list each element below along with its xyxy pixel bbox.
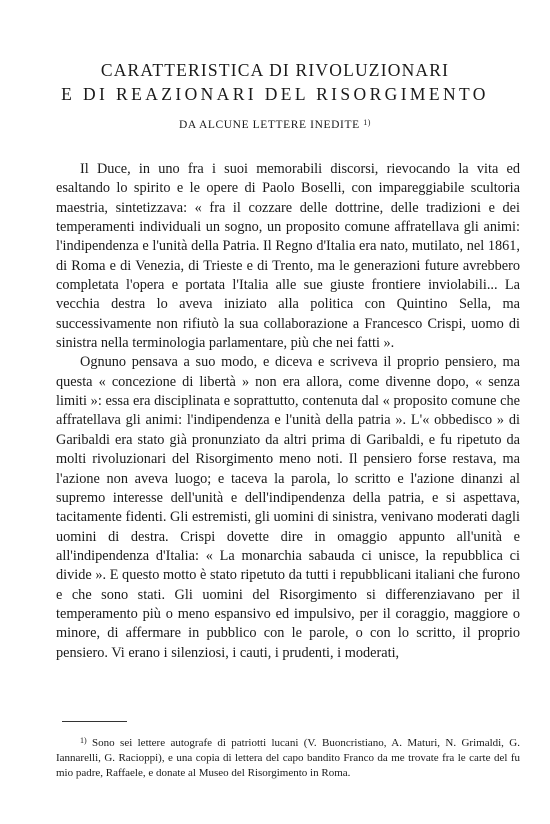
footnote-text: Sono sei lettere autografe di patriotti lucani (V. Buoncristiano, A. Maturi, N. Grimaldi, G. Iannarelli, G. Racioppi), e una copia di lettera del capo bandito Franco da me trovate fra le carte del fu mio padre, Raffaele, e donate al Museo del Risorgimento in Roma.	[56, 737, 520, 779]
title-line-1: CARATTERISTICA DI RIVOLUZIONARI	[100, 60, 450, 80]
paragraph-1: Il Duce, in uno fra i suoi memorabili discorsi, rievocando la vita ed esaltando lo spirito e le opere di Paolo Boselli, con impareggiabile scultoria maestria, sintetizzava: « fra il cozzare delle dottrine, delle tradizioni e dei temperamenti individuali un sogno, un proposito comune affratellava gli animi: l'indipendenza e l'unità della Patria. Il Regno d'Italia era nato, mutilato, nel 1861, di Roma e di Venezia, di Trieste e di Trento, ma le generazioni future avrebbero completata l'opera e portata l'Italia alle sue giuste frontiere inviolabili... La vecchia destra lo aveva iniziato alla politica con Quintino Sella, ma successivamente non rifiutò la sua collaborazione a Francesco Crispi, uomo di sinistra nella terminologia parlamentare, più che nei fatti ».	[56, 161, 520, 352]
title-line-2: E DI REAZIONARI DEL RISORGIMENTO	[61, 84, 489, 104]
footnote	[56, 733, 520, 781]
footnote-rule	[62, 721, 127, 722]
subtitle	[0, 118, 550, 131]
footnote-marker: 1)	[80, 736, 87, 745]
subtitle-text: DA ALCUNE LETTERE INEDITE	[178, 119, 360, 131]
subtitle-footnote-marker: 1)	[363, 118, 372, 127]
paragraph-2: Ognuno pensava a suo modo, e diceva e scriveva il proprio pensiero, ma questa « concezione di libertà » non era allora, come divenne dopo, « senza limiti »: essa era disciplinata e soprattutto, contenuta dal « proposito comune che affratellava gli animi: l'indipendenza e l'unità della patria ». L'« obbedisco » di Garibaldi era stato già pronunziato da altri prima di Garibaldi, e fu ripetuto da molti rivoluzionari del Risorgimento meno noti. Il pensiero forse restava, ma l'azione non aveva luogo; e taceva la parola, lo scritto e l'azione dinanzi al supremo interesse dell'unità e dell'indipendenza della patria, e si aspettava, tacitamente fidenti. Gli estremisti, gli uomini di sinistra, venivano moderati dagli uomini di destra. Crispi dovette dire in omaggio appunto all'unità e all'indipendenza d'Italia: « La monarchia sabauda ci unisce, la repubblica ci divide ». E questo motto è stato ripetuto da tutti i repubblicani italiani che furono e che sono stati. Gli uomini del Risorgimento si differenziavano per il temperamento più o meno espansivo ed impulsivo, per il coraggio, maggiore o minore, di affermare in pubblico con le parole, o con lo scritto, il proprio pensiero. Vi erano i silenziosi, i cauti, i prudenti, i moderati,	[56, 354, 520, 661]
body-text	[56, 160, 520, 663]
